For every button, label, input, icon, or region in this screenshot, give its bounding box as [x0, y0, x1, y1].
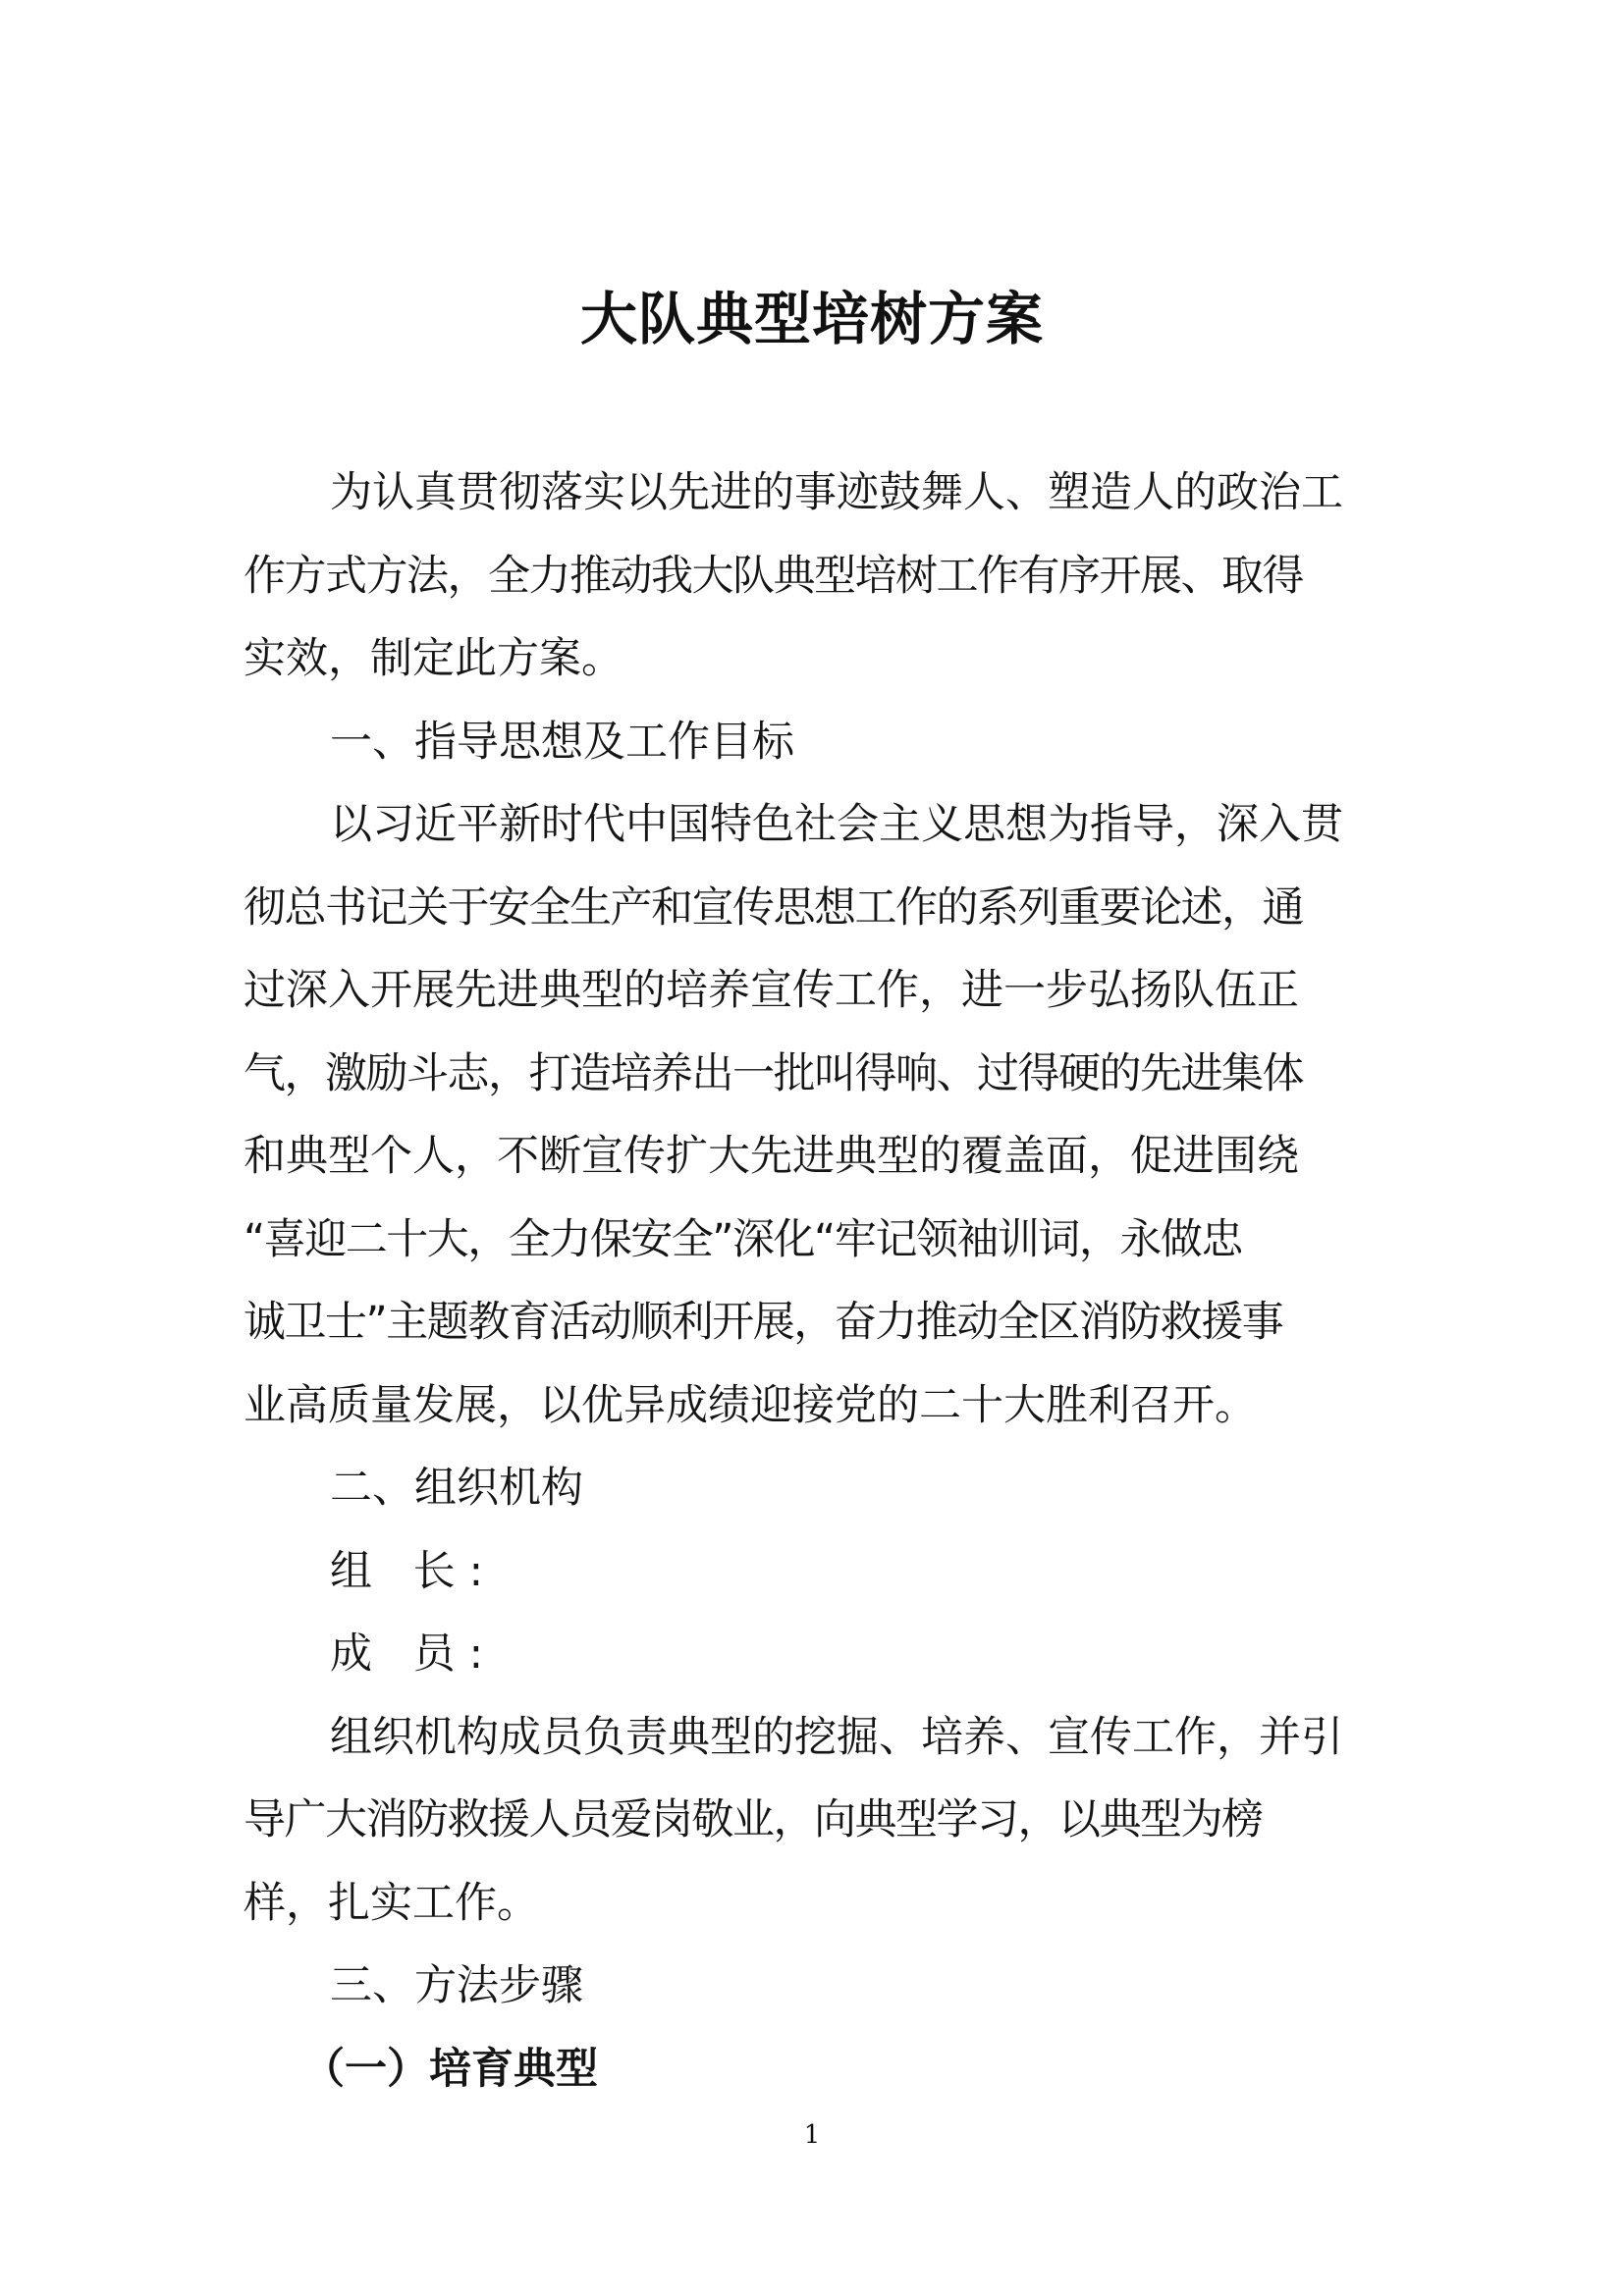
paragraph-line: 彻总书记关于安全生产和宣传思想工作的系列重要论述，通 — [244, 882, 1303, 933]
paragraph-line: 诚卫士”主题教育活动顺利开展，奋力推动全区消防救援事 — [244, 1298, 1283, 1347]
document-body — [244, 452, 1412, 2110]
paragraph-line: 作方式方法，全力推动我大队典型培树工作有序开展、取得 — [244, 551, 1303, 601]
paragraph-line: 为认真贯彻落实以先进的事迹鼓舞人、塑造人的政治工 — [330, 468, 1343, 517]
paragraph-line: 业高质量发展，以优异成绩迎接党的二十大胜利召开。 — [244, 1380, 1257, 1430]
paragraph-line: 样，扎实工作。 — [244, 1878, 539, 1928]
subsection-heading: （一）培育典型 — [302, 2044, 598, 2094]
group-leader-label: 组 长: — [330, 1546, 498, 1596]
paragraph-line: 导广大消防救援人员爱岗敬业，向典型学习，以典型为榜 — [244, 1795, 1263, 1844]
section-heading: 一、指导思想及工作目标 — [330, 717, 794, 767]
paragraph-line: 气，激励斗志，打造培养出一批叫得响、过得硬的先进集体 — [244, 1048, 1303, 1098]
paragraph-line: 实效，制定此方案。 — [244, 634, 623, 683]
group-members-label: 成 员: — [330, 1629, 498, 1679]
document-title: 大队典型培树方案 — [579, 286, 1044, 352]
paragraph-line: 以习近平新时代中国特色社会主义思想为指导，深入贯 — [330, 800, 1343, 849]
section-heading: 二、组织机构 — [330, 1464, 583, 1513]
paragraph-line: 组织机构成员负责典型的挖掘、培养、宣传工作，并引 — [330, 1712, 1343, 1762]
section-heading: 三、方法步骤 — [330, 1961, 583, 2010]
paragraph-line: 和典型个人，不断宣传扩大先进典型的覆盖面，促进围绕 — [244, 1132, 1299, 1181]
paragraph-line: 过深入开展先进典型的培养宣传工作，进一步弘扬队伍正 — [244, 966, 1299, 1015]
page-number: 1 — [803, 2120, 821, 2150]
paragraph-line: “喜迎二十大，全力保安全”深化“牢记领袖训词，永做忠 — [244, 1214, 1242, 1264]
